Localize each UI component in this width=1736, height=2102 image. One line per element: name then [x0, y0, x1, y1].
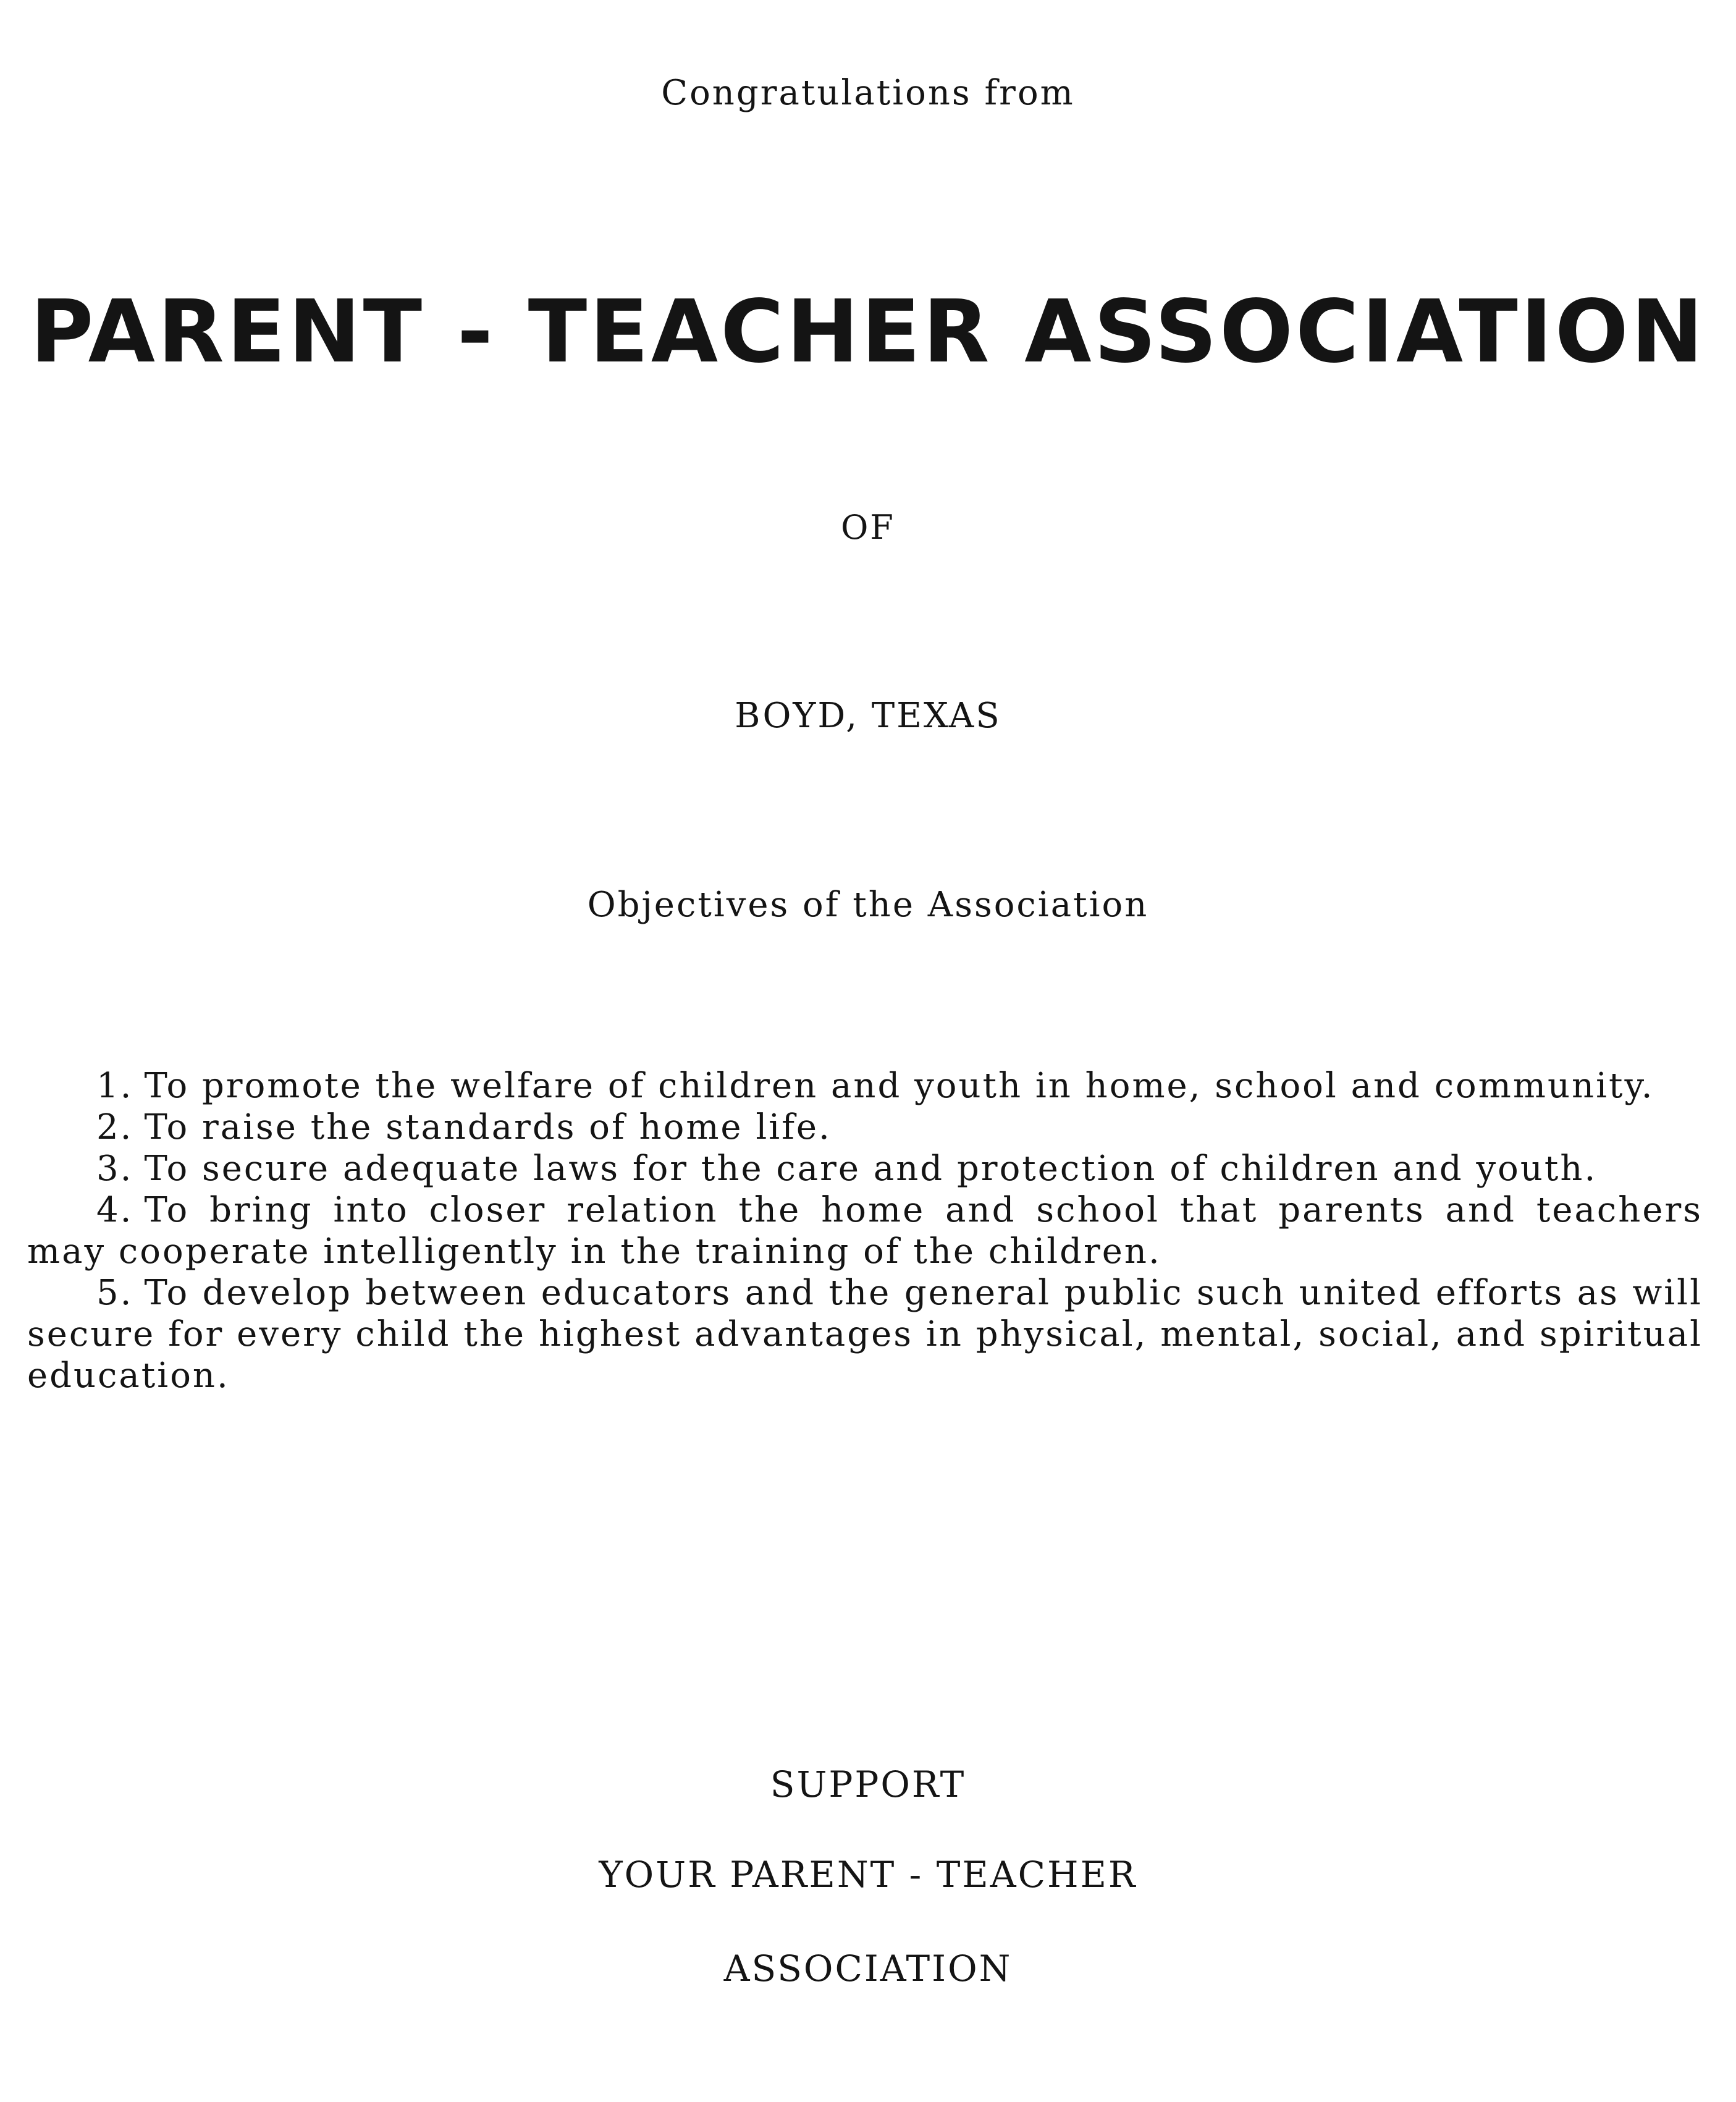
location-line: BOYD, TEXAS [735, 696, 1001, 736]
objective-item [27, 1107, 1703, 1148]
support-line-3: ASSOCIATION [723, 1948, 1013, 1990]
objective-text: To promote the welfare of children and youth in home, school and community. [144, 1066, 1654, 1106]
objective-item [27, 1272, 1703, 1396]
objective-number: 5. [96, 1273, 133, 1313]
objective-item [27, 1148, 1703, 1189]
objective-item [27, 1189, 1703, 1272]
objective-text: To secure adequate laws for the care and protection of children and youth. [144, 1149, 1598, 1189]
objectives-list [27, 1065, 1703, 1396]
objective-number: 1. [96, 1066, 133, 1106]
objective-text: To bring into closer relation the home and school that parents and teachers may cooperate intelligently in the training of the children. [27, 1190, 1703, 1272]
objective-text: To develop between educators and the general public such united efforts as will secure for every child the highest advantages in physical, mental, social, and spiritual education. [27, 1273, 1703, 1396]
organization-title: PARENT - TEACHER ASSOCIATION [30, 282, 1706, 382]
objective-text: To raise the standards of home life. [144, 1107, 832, 1147]
support-line-1: SUPPORT [770, 1763, 966, 1805]
objective-number: 2. [96, 1107, 133, 1147]
of-line: OF [841, 508, 895, 547]
congratulations-line: Congratulations from [661, 73, 1075, 113]
objective-item [27, 1065, 1703, 1107]
support-line-2: YOUR PARENT - TEACHER [599, 1854, 1137, 1896]
objectives-heading: Objectives of the Association [587, 885, 1149, 925]
objective-number: 4. [96, 1190, 133, 1230]
objective-number: 3. [96, 1149, 133, 1189]
